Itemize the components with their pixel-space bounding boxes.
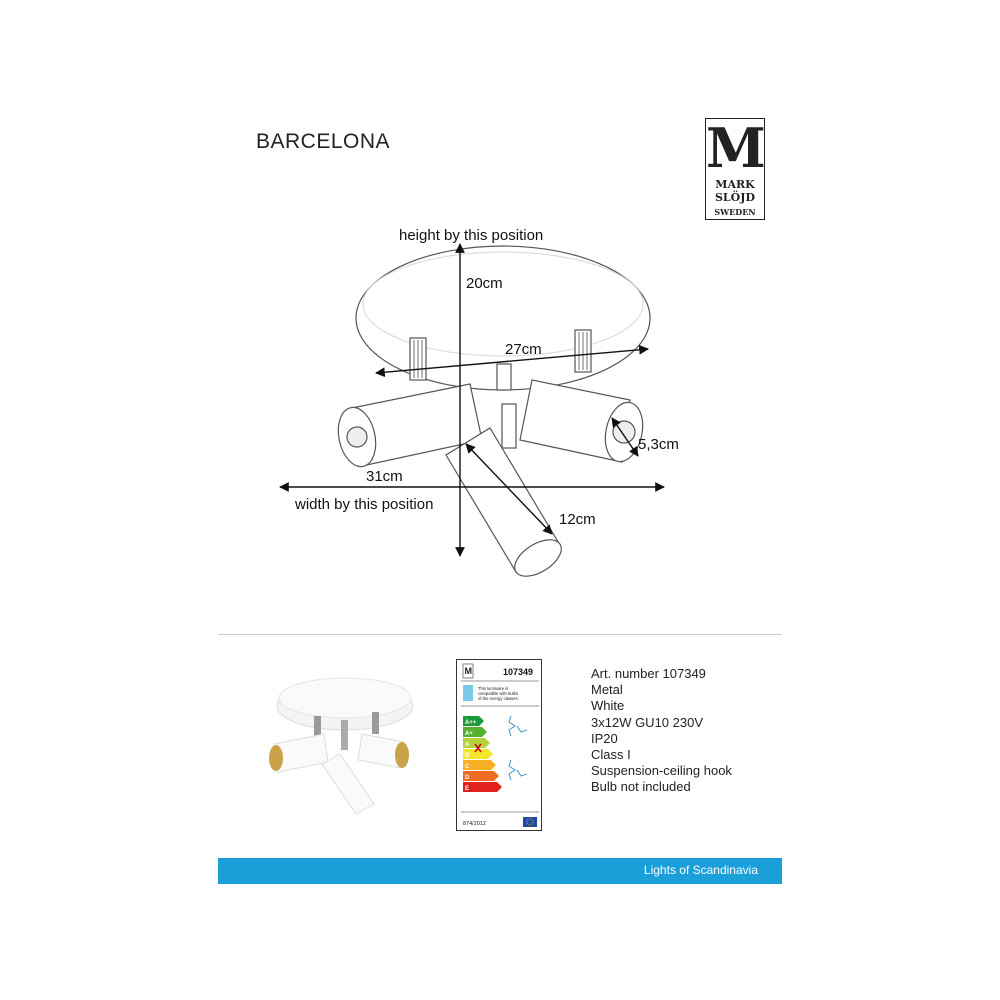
center-nut [497, 364, 511, 390]
energy-label-graphic [457, 660, 543, 832]
product-photo [262, 668, 422, 818]
product-title: BARCELONA [256, 130, 391, 153]
class-label-e: E [465, 786, 470, 792]
spot-length-label: 12cm [559, 511, 596, 528]
energy-class-bars [463, 716, 502, 792]
post-center [502, 404, 516, 448]
label-logo: M [464, 666, 472, 676]
width-note: width by this position [295, 496, 434, 513]
class-label-ap: A+ [465, 731, 473, 737]
spec-article-number: Art. number 107349 [591, 666, 706, 681]
bracket-icon [509, 716, 527, 780]
spec-color: White [591, 698, 625, 714]
spec-ip-rating: IP20 [591, 730, 618, 746]
height-note: height by this position [399, 227, 544, 244]
compat-line-2: compatible with bulbs [478, 691, 519, 696]
logo-line-2: SLÖJD [714, 191, 755, 204]
logo-line-3: SWEDEN [714, 207, 756, 217]
class-label-d: D [465, 775, 470, 781]
height-label: 20cm [466, 275, 503, 292]
footer-bar [218, 858, 782, 884]
regulation-number: 874/2012 [463, 821, 486, 827]
spec-material: Metal [591, 682, 623, 698]
spec-class: Class I [591, 747, 631, 763]
spec-list [591, 666, 732, 796]
class-label-b: B [465, 753, 470, 759]
footer-tagline: Lights of Scandinavia [643, 863, 758, 877]
class-label-app: A++ [465, 720, 477, 726]
eu-flag-icon [523, 817, 537, 827]
compat-line-1: This luminaire is [478, 686, 509, 691]
energy-label [456, 659, 542, 831]
label-article: 107349 [503, 667, 534, 677]
plate-diameter-label: 27cm [505, 341, 542, 358]
spec-bulbs: 3x12W GU10 230V [591, 714, 704, 730]
logo-line-1: MARK [715, 178, 755, 191]
lamp-outline [333, 246, 650, 584]
class-label-c: C [465, 764, 470, 770]
width-label: 31cm [366, 468, 403, 485]
logo-letter: M [706, 116, 766, 180]
class-label-a: A [465, 742, 470, 748]
compat-line-3: of the energy classes: [478, 696, 519, 701]
spec-mounting: Suspension-ceiling hook [591, 763, 732, 779]
spot-diameter-label: 5,3cm [638, 436, 679, 453]
section-divider [218, 634, 782, 635]
spec-bulb-note: Bulb not included [591, 779, 691, 795]
